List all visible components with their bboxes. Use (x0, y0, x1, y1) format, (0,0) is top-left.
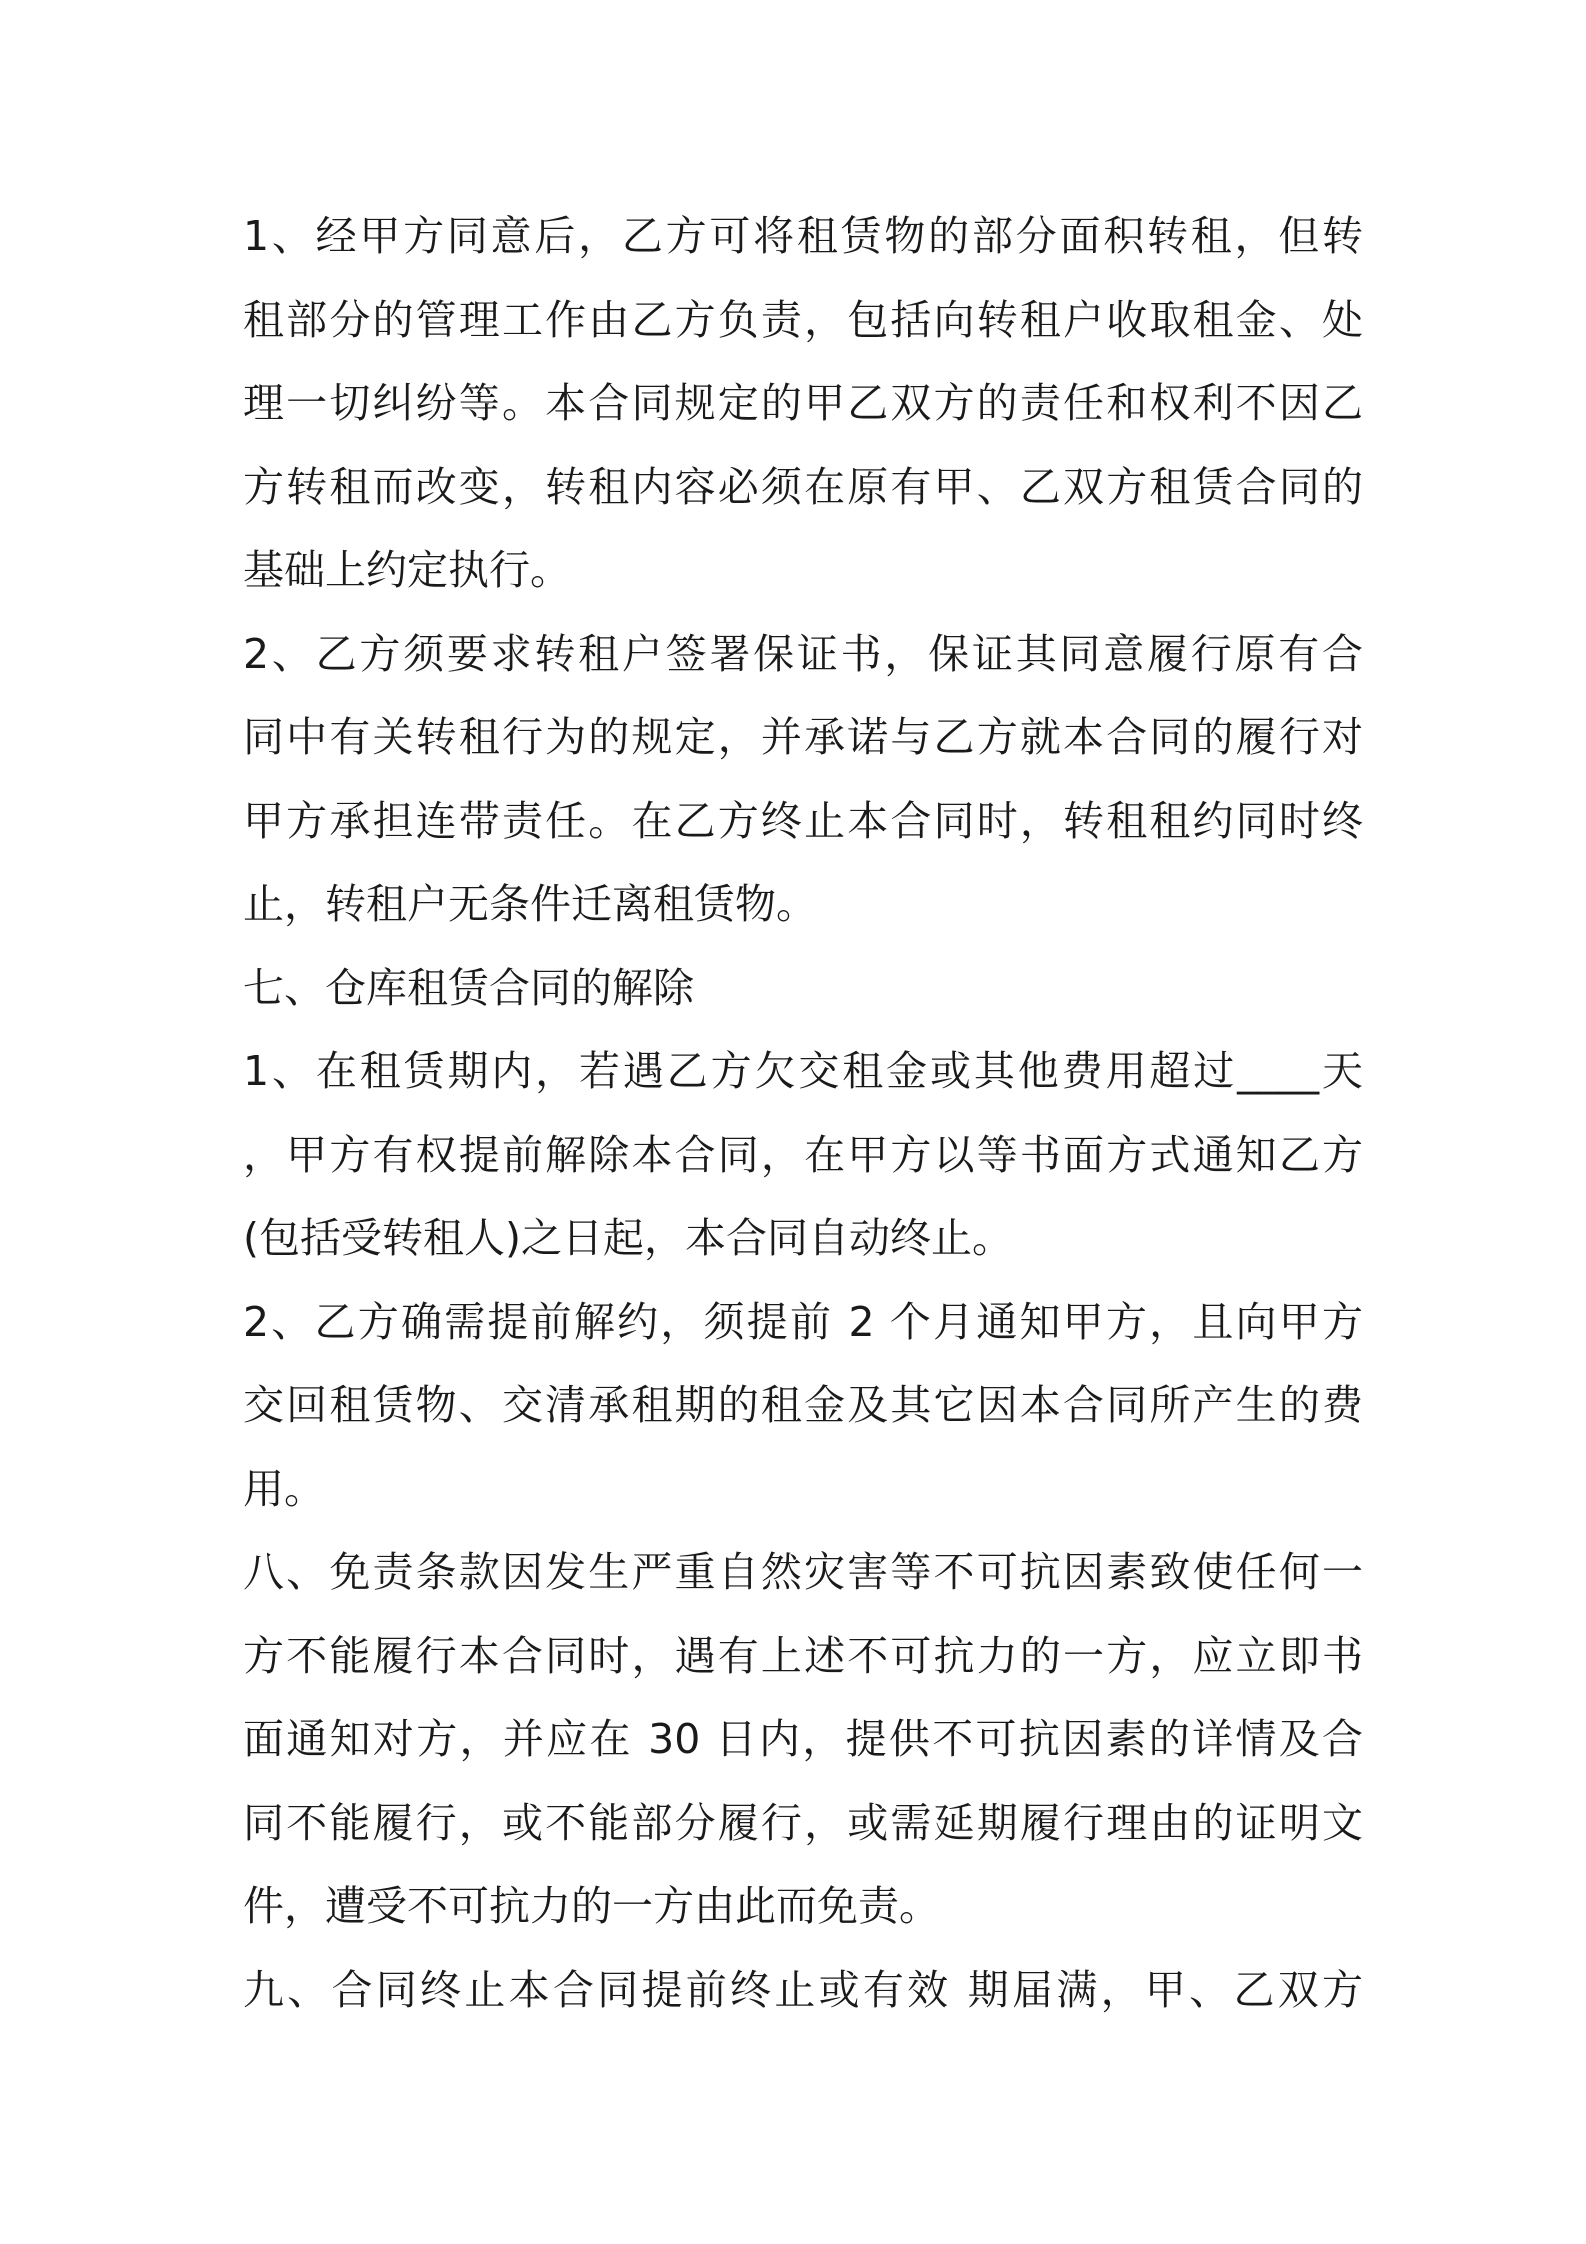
text-line-15: 交回租赁物、交清承租期的租金及其它因本合同所产生的费 (243, 1381, 1363, 1429)
section-heading-8: 八、免责条款因发生严重自然灾害等不可抗因素致使任何一 (243, 1548, 1363, 1596)
text-line-1: 1、经甲方同意后，乙方可将租赁物的部分面积转租，但转 (243, 212, 1363, 260)
text-line-8: 甲方承担连带责任。在乙方终止本合同时，转租租约同时终 (243, 796, 1363, 845)
text-line-11: 1、在租赁期内，若遇乙方欠交租金或其他费用超过____天 (243, 1047, 1363, 1095)
text-line-21: 件，遭受不可抗力的一方由此而免责。 (243, 1882, 940, 1930)
text-line-12: ，甲方有权提前解除本合同，在甲方以等书面方式通知乙方 (243, 1130, 1363, 1179)
text-line-4: 方转租而改变，转租内容必须在原有甲、乙双方租赁合同的 (243, 462, 1363, 511)
text-line-19: 面通知对方，并应在 30 日内，提供不可抗因素的详情及合 (243, 1715, 1363, 1763)
text-line-14: 2、乙方确需提前解约，须提前 2 个月通知甲方，且向甲方 (243, 1297, 1363, 1346)
text-line-3: 理一切纠纷等。本合同规定的甲乙双方的责任和权利不因乙 (243, 379, 1363, 427)
text-line-9: 止，转租户无条件迁离租赁物。 (243, 880, 817, 928)
text-line-16: 用。 (243, 1464, 325, 1513)
text-line-2: 租部分的管理工作由乙方负责，包括向转租户收取租金、处 (243, 295, 1363, 344)
text-line-20: 同不能履行，或不能部分履行，或需延期履行理由的证明文 (243, 1798, 1363, 1847)
section-heading-9: 九、合同终止本合同提前终止或有效 期届满，甲、乙双方 (243, 1965, 1363, 2014)
text-line-7: 同中有关转租行为的规定，并承诺与乙方就本合同的履行对 (243, 713, 1363, 761)
document-body (243, 195, 1363, 2032)
text-line-6: 2、乙方须要求转租户签署保证书，保证其同意履行原有合 (243, 629, 1363, 678)
text-line-18: 方不能履行本合同时，遇有上述不可抗力的一方，应立即书 (243, 1631, 1363, 1680)
text-line-13: (包括受转租人)之日起，本合同自动终止。 (243, 1214, 1013, 1262)
section-heading-7: 七、仓库租赁合同的解除 (243, 963, 694, 1012)
text-line-5: 基础上约定执行。 (243, 546, 571, 594)
